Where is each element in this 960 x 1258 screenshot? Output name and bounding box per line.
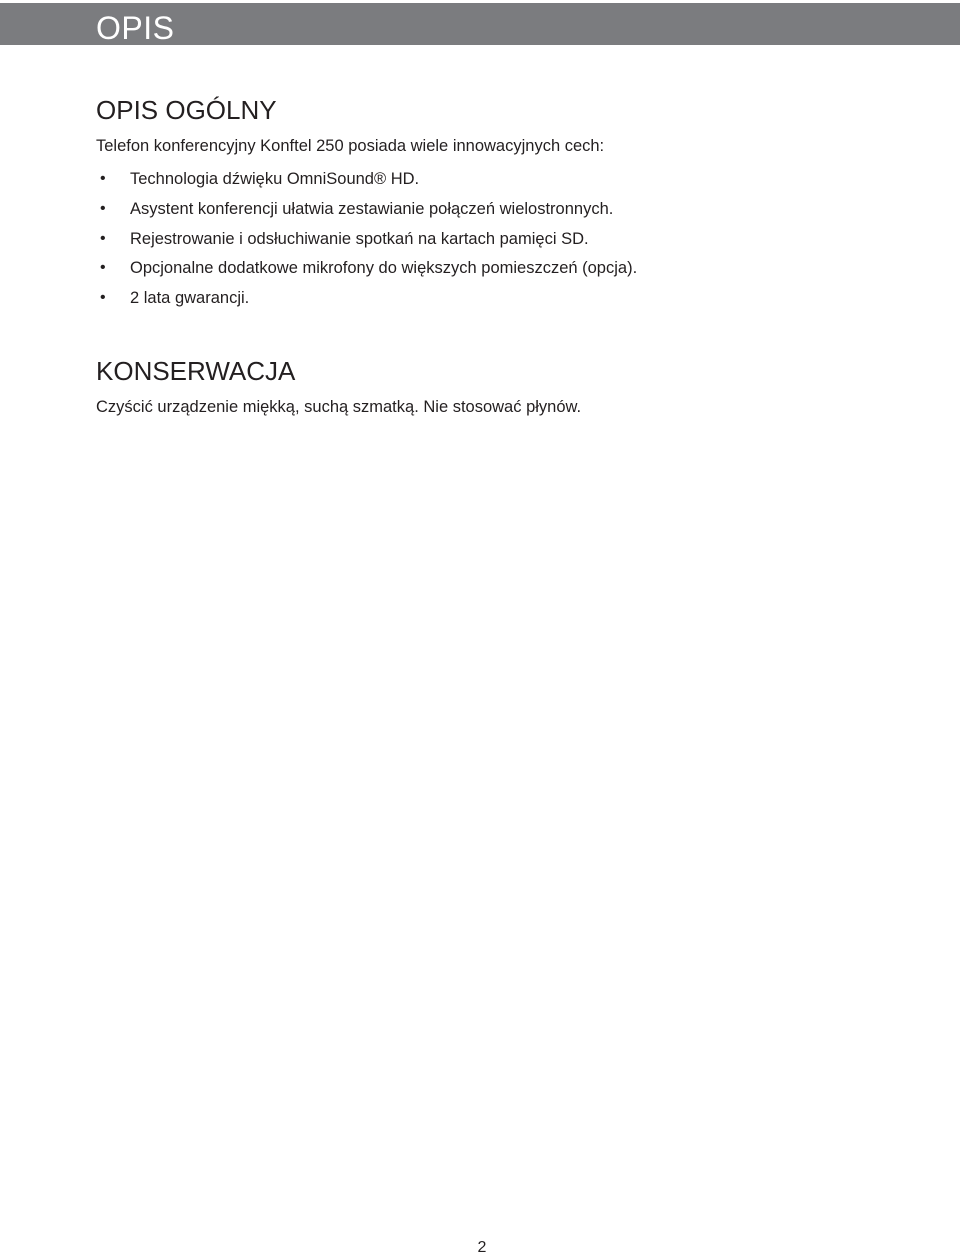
feature-text: Rejestrowanie i odsłuchiwanie spotkań na kartach pamięci SD.	[130, 229, 589, 248]
list-item	[96, 198, 637, 228]
feature-text: Opcjonalne dodatkowe mikrofony do większych pomieszczeń (opcja).	[130, 259, 638, 278]
list-item	[96, 257, 637, 287]
list-item	[96, 168, 637, 198]
page-title: OPIS	[96, 10, 175, 46]
list-item	[96, 287, 637, 317]
maintenance-text: Czyścić urządzenie miękką, suchą szmatką. Nie stosować płynów.	[96, 398, 582, 416]
bullet-icon: •	[100, 259, 106, 277]
bullet-icon: •	[100, 289, 106, 307]
feature-text: 2 lata gwarancji.	[130, 289, 250, 308]
section-heading-maintenance: KONSERWACJA	[96, 356, 296, 386]
bullet-icon: •	[100, 199, 106, 217]
bullet-icon: •	[100, 170, 106, 187]
list-item	[96, 228, 637, 258]
section-heading-general: OPIS OGÓLNY	[96, 95, 277, 125]
intro-text: Telefon konferencyjny Konftel 250 posiada wiele innowacyjnych cech:	[96, 137, 605, 155]
feature-text: Asystent konferencji ułatwia zestawianie połączeń wielostronnych.	[130, 199, 614, 218]
feature-text: Technologia dźwięku OmniSound® HD.	[130, 170, 420, 188]
header-bar	[0, 3, 960, 45]
feature-list	[96, 168, 637, 317]
page-number: 2	[477, 1239, 487, 1256]
bullet-icon: •	[100, 229, 106, 247]
